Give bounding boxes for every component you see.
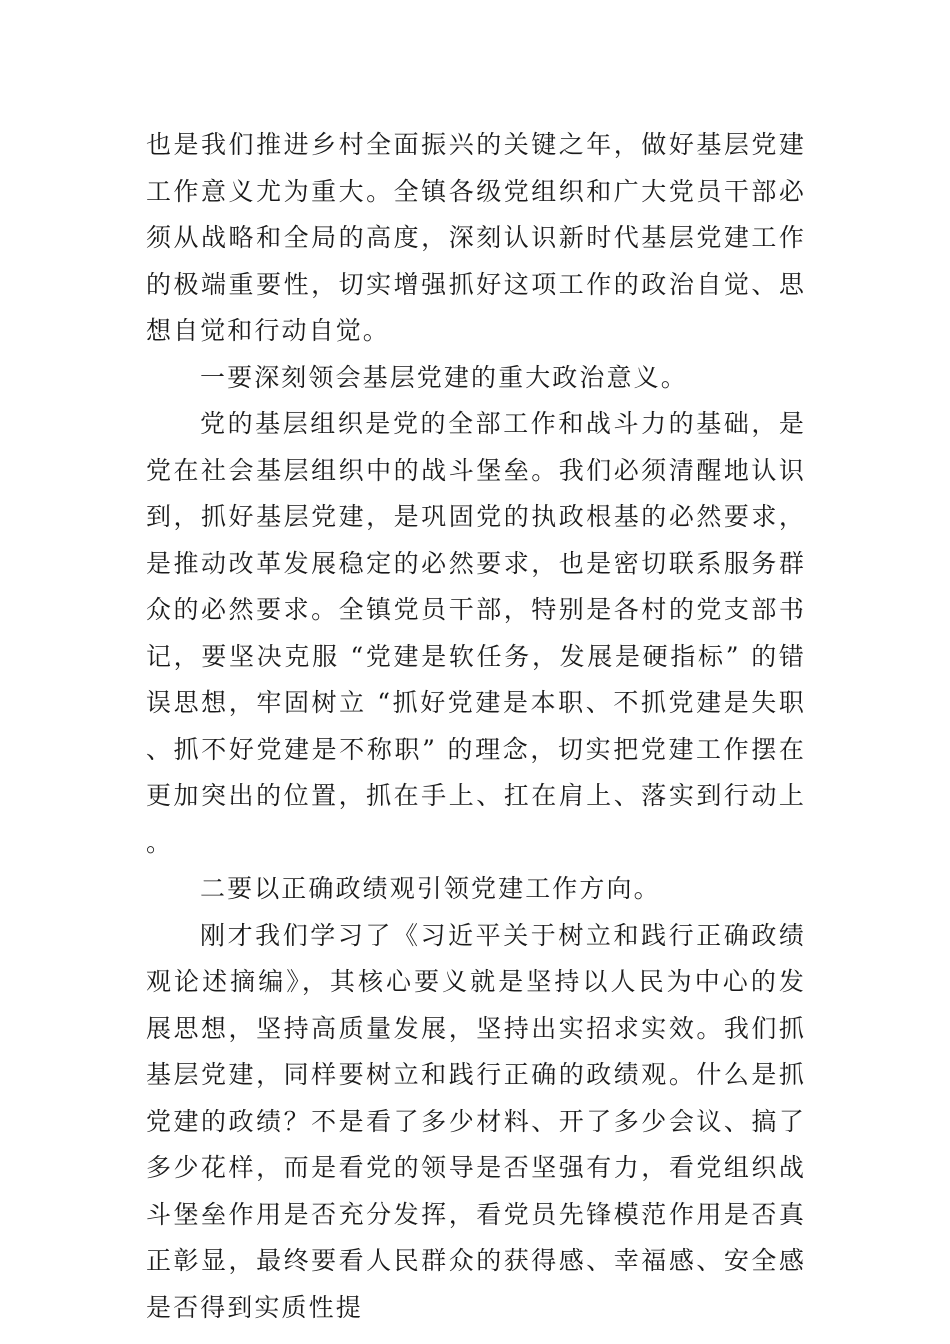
heading-point-2: 二要以正确政绩观引领党建工作方向。	[200, 874, 661, 903]
paragraph-1: 也是我们推进乡村全面振兴的关键之年，做好基层党建工作意义尤为重大。全镇各级党组织和广大党员干部必须从战略和全局的高度，深刻认识新时代基层党建工作的极端重要性，切实增强抓好这项工作的政治自觉、思想自觉和行动自觉。	[146, 130, 806, 345]
paragraph-3: 党的基层组织是党的全部工作和战斗力的基础，是党在社会基层组织中的战斗堡垒。我们必须清醒地认识到，抓好基层党建，是巩固党的执政根基的必然要求，是推动改革发展稳定的必然要求，也是密切联系服务群众的必然要求。全镇党员干部，特别是各村的党支部书记，要坚决克服 “党建是软任务，发展是硬指标” 的错误思想，牢固树立 “抓好党建是本职、不抓党建是失职、抓不好党建是不称职” 的理念，切实把党建工作摆在更加突出的位置，抓在手上、扛在肩上、落实到行动上。	[146, 409, 806, 857]
heading-point-1: 一要深刻领会基层党建的重大政治意义。	[200, 362, 688, 392]
paragraph-5: 刚才我们学习了《习近平关于树立和践行正确政绩观论述摘编》，其核心要义就是坚持以人民为中心的发展思想，坚持高质量发展，坚持出实招求实效。我们抓基层党建，同样要树立和践行正确的政绩观。什么是抓党建的政绩？不是看了多少材料、开了多少会议、搞了多少花样，而是看党的领导是否坚强有力，看党组织战斗堡垒作用是否充分发挥，看党员先锋模范作用是否真正彰显，最终要看人民群众的获得感、幸福感、安全感是否得到实质性提	[146, 920, 806, 1322]
body-text	[146, 122, 806, 1331]
